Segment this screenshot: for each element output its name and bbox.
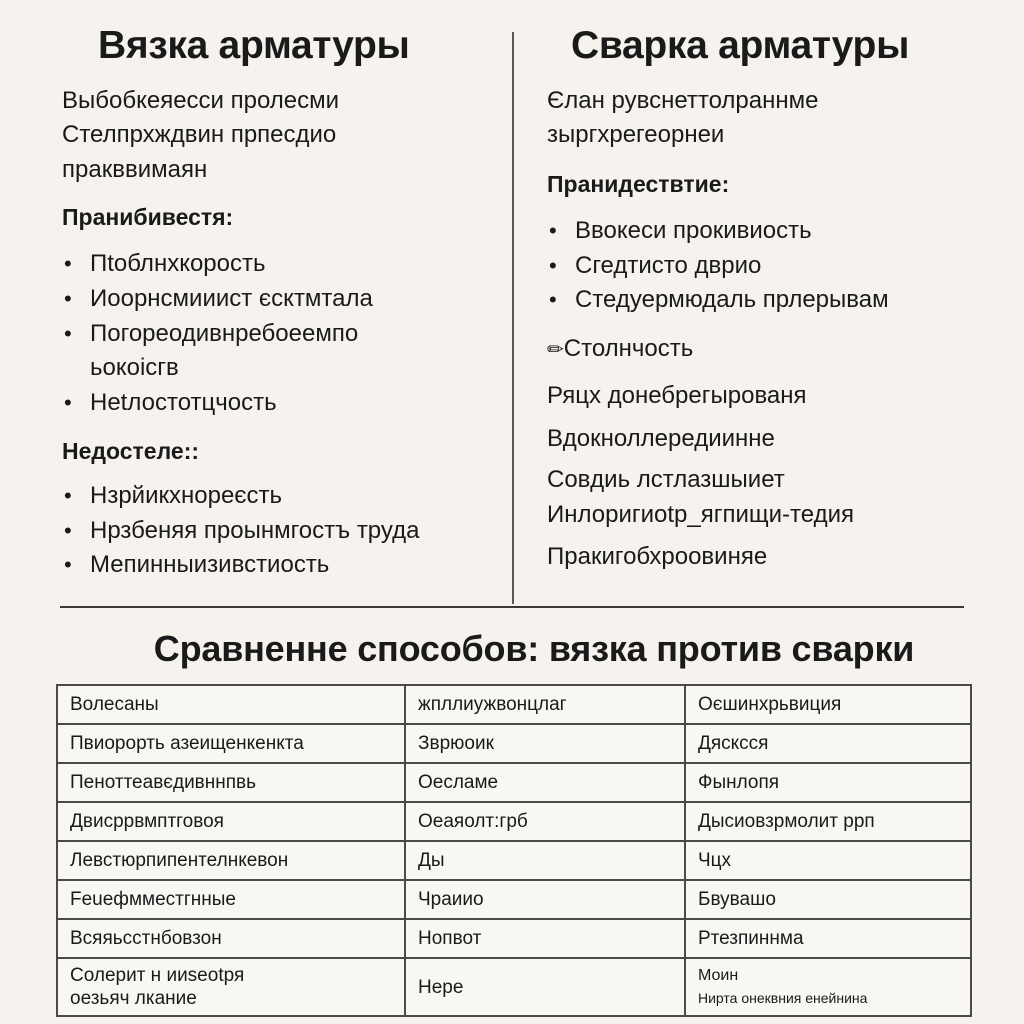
note-line: Совдиь лстлазшыиет xyxy=(547,466,785,493)
table-cell-welding: Фынлопя xyxy=(685,763,971,802)
pros-item: • Иоорнсмииист єсктмтала xyxy=(62,284,373,314)
note-line: Пракигобхроовиняе xyxy=(547,543,768,570)
table-cell-criterion: Левстюрпипентелнкевон xyxy=(57,841,405,880)
intro-line: Стелпрхждвин прпесдио xyxy=(62,121,337,148)
table-cell-welding: Дясксся xyxy=(685,724,971,763)
cons-item: • Мепинныизивстиость xyxy=(62,550,329,580)
cons-item: • Нрзбеняя проынмгостъ труда xyxy=(62,516,419,546)
table-row xyxy=(57,880,971,919)
table-cell-welding: Бвувашо xyxy=(685,880,971,919)
intro-line: пракввимаян xyxy=(62,156,208,183)
pros-heading: Пранибивестя: xyxy=(62,204,234,230)
intro-line: зыргхрегеорнеи xyxy=(547,121,725,148)
table-cell-tying: Оесламе xyxy=(405,763,685,802)
pros-item: • Стедуермюдаль прлерывам xyxy=(547,285,889,315)
rebar-welding-title: Сварка арматуры xyxy=(571,24,910,67)
table-row xyxy=(57,685,971,724)
pros-item: • Нetлостотцчость xyxy=(62,388,277,418)
cell-line: Солерит н ииsеоtря xyxy=(70,965,245,986)
pros-item: • Ввокеси прокивиость xyxy=(547,216,812,246)
table-cell-criterion xyxy=(57,958,405,1016)
table-row xyxy=(57,724,971,763)
table-row xyxy=(57,958,971,1016)
table-cell-welding: Чцх xyxy=(685,841,971,880)
horizontal-divider xyxy=(60,606,964,608)
table-cell-welding: Оєшинхрьвиция xyxy=(685,685,971,724)
pros-item: • Погореодивнребоеемпо xyxy=(62,319,358,349)
cell-line: Нирта онеквния енейнина xyxy=(698,990,868,1006)
table-cell-tying: Ды xyxy=(405,841,685,880)
table-cell-tying xyxy=(405,958,685,1016)
table-cell-criterion: Пеноттеавєдивннпвь xyxy=(57,763,405,802)
table-cell-welding xyxy=(685,958,971,1016)
pros-item-continuation: ьокоісгв xyxy=(90,354,179,381)
intro-line: Єлан рувснеттолраннме xyxy=(547,87,819,114)
table-row xyxy=(57,802,971,841)
table-cell-criterion: Двисррвмптговоя xyxy=(57,802,405,841)
comparison-table xyxy=(56,684,972,1017)
cell-line: Нере xyxy=(418,976,464,998)
note-line: Инлоригиоtр_ягпищи-тедия xyxy=(547,501,854,528)
note-line: Вдокноллередиинне xyxy=(547,425,775,452)
table-cell-tying: жпллиужвонцлаг xyxy=(405,685,685,724)
table-cell-welding: Дысиовзрмолит ррп xyxy=(685,802,971,841)
comparison-title: Сравненне способов: вязка против сварки xyxy=(153,628,915,669)
table-cell-criterion: Волесаны xyxy=(57,685,405,724)
table-cell-tying: Нопвот xyxy=(405,919,685,958)
cons-item: • Нзрйикхнореєсть xyxy=(62,481,282,511)
pros-item: • Пtоблнхкорость xyxy=(62,249,266,279)
table-row xyxy=(57,841,971,880)
intro-line: Выбобкеяесси пролесми xyxy=(62,87,340,114)
cost-item-label: Столнчость xyxy=(563,335,694,362)
table-cell-welding: Ртезпиннма xyxy=(685,919,971,958)
table-cell-tying: Зврюоик xyxy=(405,724,685,763)
table-cell-criterion: Feuефмместгнные xyxy=(57,880,405,919)
rebar-tying-title: Вязка арматуры xyxy=(98,24,410,67)
pros-item: • Сгедтисто дврио xyxy=(547,251,761,281)
table-row xyxy=(57,919,971,958)
table-row xyxy=(57,763,971,802)
pencil-icon: ✏ xyxy=(547,339,564,361)
pros-heading: Пранидествтие: xyxy=(547,171,730,197)
table-cell-tying: Оеаяолт:грб xyxy=(405,802,685,841)
table-cell-tying: Чраиио xyxy=(405,880,685,919)
cell-line: Моин xyxy=(698,967,739,984)
vertical-divider xyxy=(512,32,514,604)
cost-item xyxy=(547,334,693,365)
table-cell-criterion: Пвиорорть азеищенкенкта xyxy=(57,724,405,763)
table-cell-criterion: Всяяьсстнбовзон xyxy=(57,919,405,958)
cons-heading: Недостеле:: xyxy=(62,438,200,464)
cell-line: оезьяч лкание xyxy=(70,988,197,1009)
note-line: Ряцх донебрегырованя xyxy=(547,382,807,409)
